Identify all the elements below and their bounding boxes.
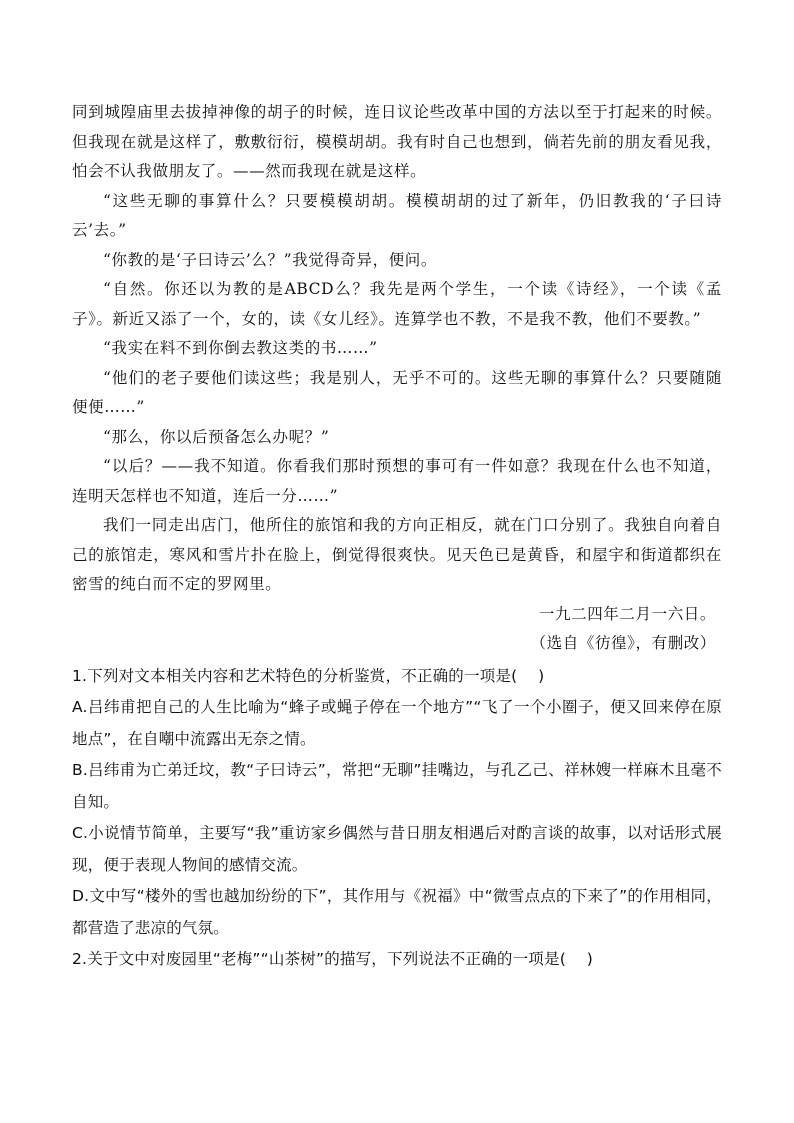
passage-source: （选自《彷徨》，有删改） xyxy=(530,634,716,652)
question-1-option-d: D.文中写“楼外的雪也越加纷纷的下”，其作用与《祝福》中“微雪点点的下来了”的作用相同，都营造了悲凉的气氛。 xyxy=(72,887,722,937)
passage-date: 一九二四年二月一六日。 xyxy=(538,604,716,623)
passage-paragraph: “他们的老子要他们读这些；我是别人，无乎不可的。这些无聊的事算什么？只要随随便便……” xyxy=(72,368,722,416)
passage-paragraph: 我们一同走出店门，他所住的旅馆和我的方向正相反，就在门口分别了。我独自向着自己的旅馆走，寒风和雪片扑在脸上，倒觉得很爽快。见天色已是黄昏，和屋宇和街道都织在密雪的纯白而不定的罗网里。 xyxy=(72,516,722,593)
passage-paragraph: “你教的是‘子曰诗云’么？”我觉得奇异，便问。 xyxy=(103,250,438,269)
passage-paragraph: “以后？——我不知道。你看我们那时预想的事可有一件如意？我现在什么也不知道，连明天怎样也不知道，连后一分……” xyxy=(72,457,722,505)
question-1-stem: 1.下列对文本相关内容和艺术特色的分析鉴赏，不正确的一项是( ) xyxy=(72,666,545,685)
question-2-stem: 2.关于文中对废园里“老梅”“山茶树”的描写，下列说法不正确的一项是( ) xyxy=(72,950,594,968)
passage-paragraph: 同到城隍庙里去拔掉神像的胡子的时候，连日议论些改革中国的方法以至于打起来的时候。但我现在就是这样了，敷敷衍衍，模模胡胡。我有时自己也想到，倘若先前的朋友看见我，怕会不认我做朋友了。——然而我现在就是这样。 xyxy=(72,103,722,180)
question-section xyxy=(72,661,722,976)
passage-paragraph: “那么，你以后预备怎么办呢？” xyxy=(103,427,330,446)
question-1-option-b: B.吕纬甫为亡弟迁坟，教“子曰诗云”，常把“无聊”挂嘴边，与孔乙己、祥林嫂一样麻木且毫不自知。 xyxy=(72,761,722,811)
question-1-option-c: C.小说情节简单，主要写“我”重访家乡偶然与昔日朋友相遇后对酌言谈的故事，以对话形式展现，便于表现人物间的感情交流。 xyxy=(72,824,722,874)
passage-paragraph: “自然。你还以为教的是ABCD么？我先是两个学生，一个读《诗经》，一个读《孟子》。新近又添了一个，女的，读《女儿经》。连算学也不教，不是我不教，他们不要教。” xyxy=(72,280,722,328)
passage-paragraph: “这些无聊的事算什么？只要模模胡胡。模模胡胡的过了新年，仍旧教我的‘子曰诗云’去。” xyxy=(72,191,722,239)
story-passage xyxy=(72,98,722,659)
document-page xyxy=(72,98,722,976)
passage-paragraph: “我实在料不到你倒去教这类的书……” xyxy=(103,339,378,357)
question-1-option-a: A.吕纬甫把自己的人生比喻为“蜂子或蝇子停在一个地方”“飞了一个小圈子，便又回来停在原地点”，在自嘲中流露出无奈之情。 xyxy=(72,698,722,748)
